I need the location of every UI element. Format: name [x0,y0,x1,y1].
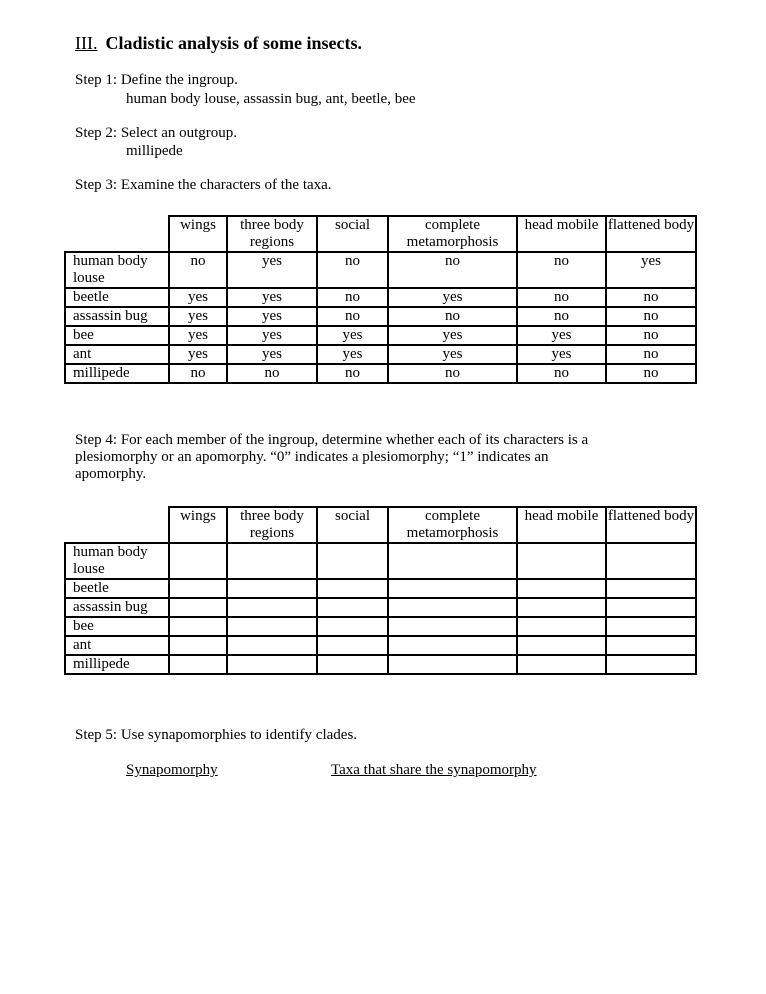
table-cell: no [317,252,388,288]
answer-cell[interactable] [388,543,517,579]
col-header: three body regions [227,216,317,252]
table-cell: no [317,288,388,307]
table-row [65,307,696,326]
step3-label: Step 3: Examine the characters of the taxa. [75,177,332,193]
table-cell: yes [169,288,227,307]
table-cell: yes [388,288,517,307]
answer-cell[interactable] [317,655,388,674]
table-cell: yes [169,345,227,364]
section-heading [75,33,362,54]
table-cell: yes [227,288,317,307]
table-row [65,598,696,617]
table-row [65,636,696,655]
col-header: head mobile [517,507,606,543]
table-cell: no [388,307,517,326]
answer-cell[interactable] [388,579,517,598]
header-row [65,507,696,543]
step5-label: Step 5: Use synapomorphies to identify clades. [75,727,358,743]
answer-cell[interactable] [169,579,227,598]
answer-cell[interactable] [169,617,227,636]
row-taxon: assassin bug [65,598,169,617]
col-header: three body regions [227,507,317,543]
table-cell: no [606,345,696,364]
section-number: III. [75,33,98,53]
polarity-table [64,506,697,675]
answer-cell[interactable] [227,598,317,617]
answer-cell[interactable] [606,617,696,636]
answer-cell[interactable] [317,543,388,579]
synapomorphy-column-header: Synapomorphy [126,762,218,778]
answer-cell[interactable] [388,617,517,636]
table-cell: yes [517,326,606,345]
answer-cell[interactable] [388,598,517,617]
step2-detail: millipede [126,143,183,159]
row-taxon: millipede [65,655,169,674]
table-cell: no [317,307,388,326]
table-row [65,617,696,636]
taxa-column-header: Taxa that share the synapomorphy [331,762,537,778]
table-cell: yes [517,345,606,364]
col-header: flattened body [606,216,696,252]
table-row [65,252,696,288]
answer-cell[interactable] [317,617,388,636]
step1-detail: human body louse, assassin bug, ant, beetle, bee [126,91,416,107]
answer-cell[interactable] [169,636,227,655]
table-cell: yes [388,345,517,364]
step4-line2: plesiomorphy or an apomorphy. “0” indicates a plesiomorphy; “1” indicates an [75,449,549,465]
table-cell: no [169,364,227,383]
answer-cell[interactable] [227,617,317,636]
header-row [65,216,696,252]
answer-cell[interactable] [169,655,227,674]
row-taxon: human body louse [65,543,169,579]
answer-cell[interactable] [606,655,696,674]
table-cell: no [317,364,388,383]
answer-cell[interactable] [517,579,606,598]
section-title: Cladistic analysis of some insects. [105,33,362,53]
answer-cell[interactable] [606,579,696,598]
answer-cell[interactable] [606,636,696,655]
table-cell: no [517,307,606,326]
answer-cell[interactable] [227,636,317,655]
table-row [65,364,696,383]
col-header: head mobile [517,216,606,252]
table-cell: yes [227,252,317,288]
characters-table [64,215,697,384]
table-cell: no [517,364,606,383]
table-cell: yes [317,326,388,345]
table-row [65,543,696,579]
table-cell: no [517,252,606,288]
table-cell: no [606,326,696,345]
col-header: social [317,216,388,252]
table-cell: no [606,288,696,307]
col-header: wings [169,507,227,543]
table-row [65,345,696,364]
table-cell: no [227,364,317,383]
table-cell: no [606,364,696,383]
table-row [65,579,696,598]
table-cell: no [169,252,227,288]
row-taxon: beetle [65,579,169,598]
table-row [65,288,696,307]
answer-cell[interactable] [517,636,606,655]
answer-cell[interactable] [227,655,317,674]
answer-cell[interactable] [606,543,696,579]
answer-cell[interactable] [169,543,227,579]
table-cell: yes [388,326,517,345]
col-header: wings [169,216,227,252]
col-header: complete metamorphosis [388,507,517,543]
answer-cell[interactable] [227,543,317,579]
table-row [65,655,696,674]
answer-cell[interactable] [388,655,517,674]
answer-cell[interactable] [517,543,606,579]
col-header: flattened body [606,507,696,543]
answer-cell[interactable] [317,636,388,655]
step2-label: Step 2: Select an outgroup. [75,125,238,141]
answer-cell[interactable] [388,636,517,655]
table-cell: yes [317,345,388,364]
row-taxon: bee [65,326,169,345]
row-taxon: millipede [65,364,169,383]
answer-cell[interactable] [317,579,388,598]
corner-cell [65,507,169,543]
table-cell: yes [227,307,317,326]
corner-cell [65,216,169,252]
table-cell: no [606,307,696,326]
row-taxon: beetle [65,288,169,307]
step4-line3: apomorphy. [75,466,147,482]
step1-label: Step 1: Define the ingroup. [75,72,238,88]
col-header: social [317,507,388,543]
answer-cell[interactable] [317,598,388,617]
row-taxon: ant [65,345,169,364]
row-taxon: bee [65,617,169,636]
answer-cell[interactable] [169,598,227,617]
col-header: complete metamorphosis [388,216,517,252]
answer-cell[interactable] [517,617,606,636]
table-cell: yes [227,345,317,364]
table-cell: yes [169,307,227,326]
table-cell: no [517,288,606,307]
answer-cell[interactable] [517,655,606,674]
answer-cell[interactable] [227,579,317,598]
row-taxon: human body louse [65,252,169,288]
table-row [65,326,696,345]
table-cell: yes [606,252,696,288]
answer-cell[interactable] [517,598,606,617]
table-cell: no [388,364,517,383]
answer-cell[interactable] [606,598,696,617]
table-cell: yes [169,326,227,345]
table-cell: no [388,252,517,288]
row-taxon: ant [65,636,169,655]
table-cell: yes [227,326,317,345]
step4-line1: Step 4: For each member of the ingroup, determine whether each of its characters is a [75,432,589,448]
row-taxon: assassin bug [65,307,169,326]
